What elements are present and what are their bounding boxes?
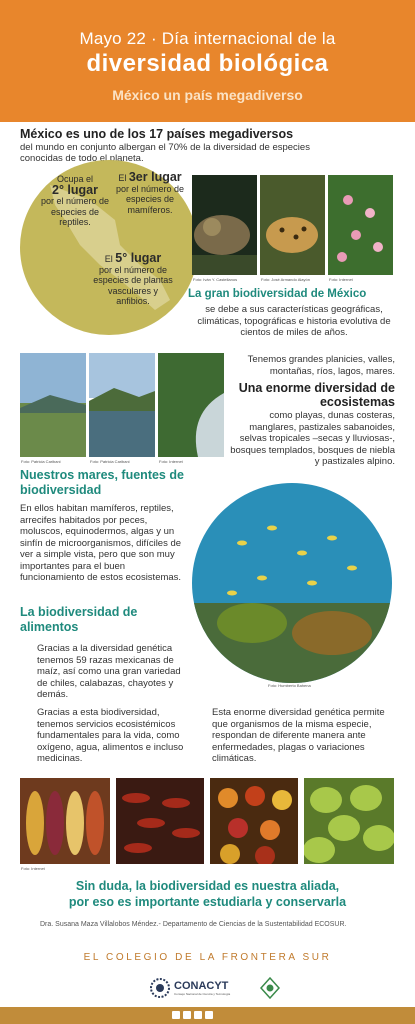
rank-reptiles: Ocupa el 2° lugar por el número de especies de reptiles. bbox=[40, 174, 110, 227]
river-photo bbox=[158, 353, 224, 457]
alimentos-p2: Gracias a esta biodiversidad, tenemos servicios ecosistémicos fundamentales para la vida, como oxígeno, agua, alimentos e incluso medicinas. bbox=[37, 707, 184, 764]
institution-name: EL COLEGIO DE LA FRONTERA SUR bbox=[83, 952, 332, 963]
photo-credit: Foto: Internet bbox=[329, 277, 353, 282]
photo-credit: Foto: Patricia Caribani bbox=[21, 459, 61, 464]
photo-credit: Foto: José Armando Alayón bbox=[261, 277, 310, 282]
gran-biodiversidad-text: se debe a sus características geográficas, climáticas, topográficas e historia evolutiva de cientos de miles de años. bbox=[197, 304, 391, 338]
logos-row bbox=[150, 974, 280, 1002]
social-links bbox=[172, 1011, 213, 1019]
photo-credit: Foto: Iván Y. Castellanos bbox=[193, 277, 238, 282]
twitter-icon[interactable] bbox=[183, 1011, 191, 1019]
flowers-photo bbox=[328, 175, 393, 275]
header-date: Mayo 22 · Día internacional de la bbox=[79, 29, 336, 48]
conacyt-subtitle: Consejo Nacional de Ciencia y Tecnología bbox=[174, 992, 231, 996]
chayote-photo bbox=[304, 778, 394, 864]
jaguar-photo bbox=[260, 175, 325, 275]
header-banner bbox=[0, 0, 415, 122]
gran-biodiversidad-title: La gran biodiversidad de México bbox=[188, 288, 367, 300]
instagram-icon[interactable] bbox=[194, 1011, 202, 1019]
facebook-icon[interactable] bbox=[172, 1011, 180, 1019]
ecosistemas-text: como playas, dunas costeras, manglares, pastizales sabanoides, selvas tropicales –secas y lluviosas-, bosques templados, bosques de niebla y pastizales alpino. bbox=[230, 410, 395, 467]
chiles-photo bbox=[116, 778, 204, 864]
reef-photo bbox=[192, 483, 392, 683]
header-title: diversidad biológica bbox=[86, 50, 329, 77]
closing-message: Sin duda, la biodiversidad es nuestra aliada, por eso es importante estudiarla y conservarla bbox=[68, 879, 347, 909]
iguana-photo bbox=[192, 175, 257, 275]
ecosistemas-intro: Tenemos grandes planicies, valles, montañas, ríos, lagos, mares. bbox=[247, 354, 395, 377]
conacyt-logo bbox=[150, 978, 230, 998]
footer-bar bbox=[0, 1007, 415, 1024]
ecosistemas-title: Una enorme diversidad de ecosistemas bbox=[238, 381, 395, 409]
photo-credit: Foto: Internet bbox=[159, 459, 183, 464]
conacyt-seal-icon bbox=[150, 978, 170, 998]
header-subtitle: México un país megadiverso bbox=[112, 87, 303, 103]
lake-photo bbox=[89, 353, 155, 457]
photo-credit: Foto: Humberto Bahena bbox=[268, 683, 311, 688]
photo-credit: Foto: Patricia Caribani bbox=[90, 459, 130, 464]
rank-mammals: El 3er lugar por el número de especies de mamíferos. bbox=[115, 170, 185, 215]
squash-photo bbox=[210, 778, 298, 864]
mares-title: Nuestros mares, fuentes de biodiversidad bbox=[20, 468, 184, 497]
conacyt-name: CONACYT bbox=[174, 980, 229, 992]
alimentos-p1: Gracias a la diversidad genética tenemos 59 razas mexicanas de maíz, así como una gran variedad de chiles, calabazas, chayotes y demás. bbox=[37, 643, 181, 700]
alimentos-title: La biodiversidad de alimentos bbox=[20, 605, 138, 634]
youtube-icon[interactable] bbox=[205, 1011, 213, 1019]
valley-photo bbox=[20, 353, 86, 457]
author-credit: Dra. Susana Maza Villalobos Méndez.- Departamento de Ciencias de la Sustentabilidad ECOSUR. bbox=[40, 921, 347, 928]
photo-credit: Foto: Internet bbox=[21, 866, 45, 871]
rank-plants: El 5° lugar por el número de especies de plantas vasculares y anfibios. bbox=[93, 251, 173, 306]
mares-text: En ellos habitan mamíferos, reptiles, arrecifes habitados por peces, moluscos, equinodermos, algas y un sinfín de microorganismos, difíciles de ver a simple vista, pero que son muy importantes para el buen funcionamiento de estos ecosistemas. bbox=[20, 503, 182, 583]
corn-photo bbox=[20, 778, 110, 864]
intro-text: del mundo en conjunto albergan el 70% de la diversidad de especies conocidas de todo el planeta. bbox=[20, 142, 310, 164]
alimentos-p3: Esta enorme diversidad genética permite que organismos de la misma especie, respondan de diferente manera ante enfermedades, plagas o variaciones climáticas. bbox=[212, 707, 385, 764]
intro-title: México es uno de los 17 países megadiversos bbox=[20, 127, 294, 141]
ecosur-logo-icon bbox=[260, 977, 280, 999]
